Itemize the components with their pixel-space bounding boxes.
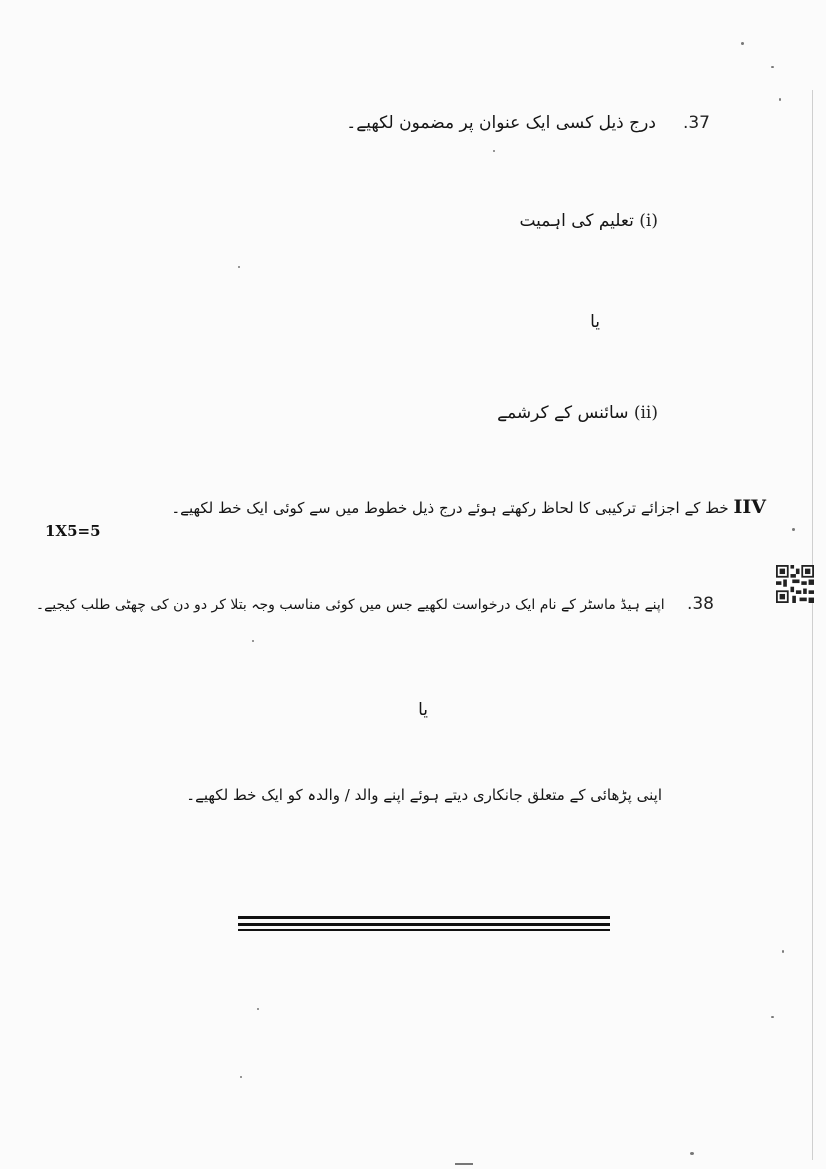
scan-speck [771, 66, 774, 68]
section-7-instruction: خط کے اجزائے ترکیبی کا لحاظ رکھتے ہوئے درج ذیل خطوط میں سے کوئی ایک خط لکھیے۔ [171, 499, 729, 517]
q37-number: 37. [682, 113, 710, 133]
q37-or-separator: یا [590, 312, 600, 332]
scan-speck [493, 150, 495, 152]
section-7-label: IIV [733, 496, 766, 518]
scan-speck [238, 266, 240, 268]
scan-speck [771, 1016, 774, 1018]
scan-speck [252, 640, 254, 642]
scan-speck [257, 1008, 259, 1010]
scan-speck [792, 528, 795, 531]
end-divider-bottom [238, 929, 610, 931]
qr-code-icon [776, 565, 814, 603]
scan-speck [690, 1152, 694, 1155]
q38-number: 38. [686, 594, 714, 614]
q38-alternative: اپنی پڑھائی کے متعلق جانکاری دیتے ہوئے اپنے والد / والدہ کو ایک خط لکھیے۔ [186, 786, 662, 804]
q38-text: اپنے ہیڈ ماسٹر کے نام ایک درخواست لکھیے جس میں کوئی مناسب وجہ بتلا کر دو دن کی چھٹی طلب کیجیے۔ [35, 597, 665, 613]
q37-row [346, 112, 710, 133]
q38-row [36, 594, 714, 614]
q37-option-1-marker: (i) [639, 211, 658, 231]
scan-speck [240, 1076, 242, 1078]
q37-option-2-text: سائنس کے کرشمے [497, 403, 629, 423]
q37-option-2-marker: (ii) [633, 403, 658, 423]
scan-speck [782, 950, 784, 953]
end-divider-middle [238, 923, 610, 926]
q37-option-1 [519, 210, 658, 231]
section-7-marks: 1X5=5 [45, 522, 101, 540]
page-edge-line [812, 90, 813, 1160]
scan-speck [779, 98, 781, 101]
q37-option-1-text: تعلیم کی اہمیت [519, 211, 634, 231]
q38-or-separator: یا [418, 700, 428, 720]
q37-instruction: درج ذیل کسی ایک عنوان پر مضمون لکھیے۔ [346, 113, 656, 133]
q37-option-2 [497, 402, 658, 423]
scan-speck [741, 42, 744, 45]
end-divider-top [238, 916, 610, 919]
section-7-heading [171, 496, 766, 518]
scan-speck [455, 1163, 473, 1165]
